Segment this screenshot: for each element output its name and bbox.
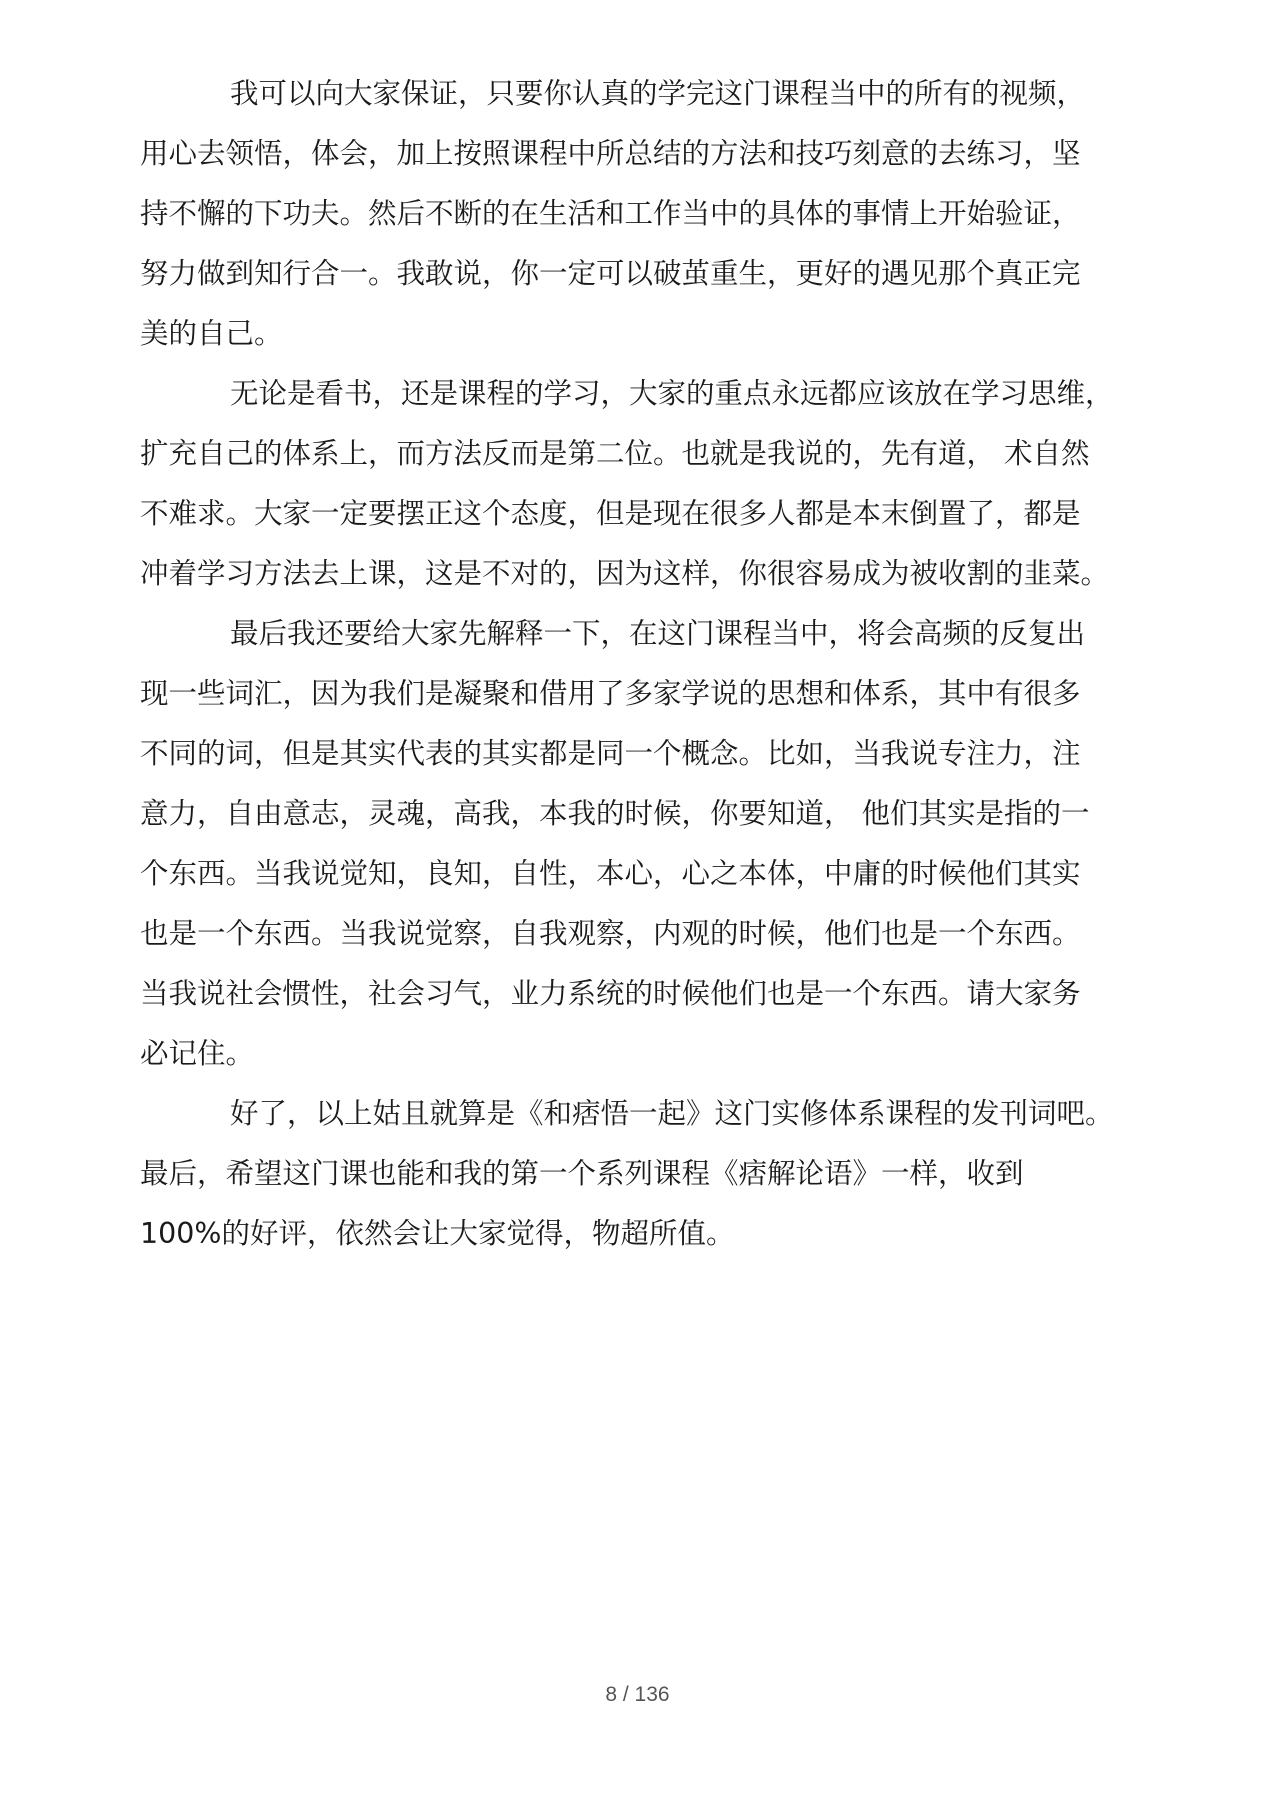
text-line: 意力，自由意志，灵魂，高我，本我的时候，你要知道， 他们其实是指的一 [140,797,1090,830]
text-line: 必记住。 [140,1037,255,1070]
text-line: 好了，以上姑且就算是《和痞悟一起》这门实修体系课程的发刊词吧。 [230,1097,1114,1130]
text-line: 持不懈的下功夫。然后不断的在生活和工作当中的具体的事情上开始验证， [140,197,1081,230]
text-line: 用心去领悟，体会，加上按照课程中所总结的方法和技巧刻意的去练习，坚 [140,137,1081,170]
text-line: 不难求。大家一定要摆正这个态度，但是现在很多人都是本末倒置了，都是 [140,497,1081,530]
paragraph [140,64,1130,364]
text-line: 也是一个东西。当我说觉察，自我观察，内观的时候，他们也是一个东西。 [140,917,1081,950]
text-line: 美的自己。 [140,317,283,350]
text-line: 努力做到知行合一。我敢说，你一定可以破茧重生，更好的遇见那个真正完 [140,257,1081,290]
paragraph [140,604,1130,1084]
paragraph [140,1084,1130,1264]
text-line: 现一些词汇，因为我们是凝聚和借用了多家学说的思想和体系，其中有很多 [140,677,1081,710]
text-line: 不同的词，但是其实代表的其实都是同一个概念。比如，当我说专注力，注 [140,737,1081,770]
text-line: 当我说社会惯性，社会习气，业力系统的时候他们也是一个东西。请大家务 [140,977,1081,1010]
page-number: 8 / 136 [605,1683,670,1706]
text-line: 我可以向大家保证，只要你认真的学完这门课程当中的所有的视频， [230,77,1086,110]
text-line: 个东西。当我说觉知，良知，自性，本心，心之本体，中庸的时候他们其实 [140,857,1081,890]
text-line: 扩充自己的体系上，而方法反而是第二位。也就是我说的，先有道， 术自然 [140,437,1090,470]
body-text [140,64,1130,1264]
text-line: 100%的好评，依然会让大家觉得，物超所值。 [140,1217,735,1250]
paragraph [140,364,1130,604]
text-line: 冲着学习方法去上课，这是不对的，因为这样，你很容易成为被收割的韭菜。 [140,557,1110,590]
text-line: 无论是看书，还是课程的学习，大家的重点永远都应该放在学习思维， [230,377,1114,410]
text-line: 最后我还要给大家先解释一下，在这门课程当中，将会高频的反复出 [230,617,1086,650]
text-line: 最后，希望这门课也能和我的第一个系列课程《痞解论语》一样，收到 [140,1157,1024,1190]
